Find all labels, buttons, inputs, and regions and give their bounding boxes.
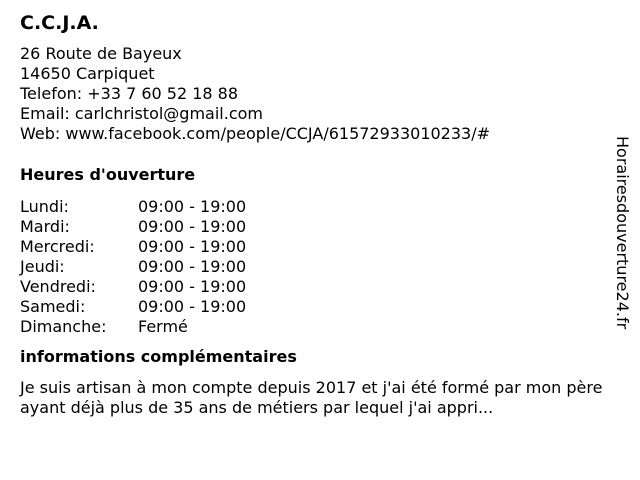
address-city: 14650 Carpiquet	[20, 64, 155, 83]
business-card	[20, 11, 610, 418]
hours-time: 09:00 - 19:00	[138, 237, 247, 256]
hours-day: Vendredi:	[20, 277, 96, 296]
business-name: C.C.J.A.	[20, 12, 99, 34]
hours-time: 09:00 - 19:00	[138, 217, 247, 236]
hours-row-dimanche	[20, 317, 610, 337]
hours-time: 09:00 - 19:00	[138, 197, 247, 216]
hours-time: 09:00 - 19:00	[138, 297, 247, 316]
hours-time: Fermé	[138, 317, 188, 336]
phone-text: Telefon: +33 7 60 52 18 88	[20, 84, 239, 103]
hours-row-vendredi	[20, 277, 610, 297]
hours-day: Mercredi:	[20, 237, 95, 256]
info-description: Je suis artisan à mon compte depuis 2017 et j'ai été formé par mon père ayant déjà plus de 35 ans de métiers par lequel j'ai appri...	[20, 378, 603, 417]
info-heading: informations complémentaires	[20, 347, 297, 366]
hours-day: Jeudi:	[20, 257, 65, 276]
hours-day: Samedi:	[20, 297, 86, 316]
hours-heading: Heures d'ouverture	[20, 165, 196, 184]
hours-time: 09:00 - 19:00	[138, 277, 247, 296]
hours-table	[20, 197, 610, 337]
site-watermark: Horairesdouverture24.fr	[613, 136, 632, 330]
hours-row-samedi	[20, 297, 610, 317]
hours-day: Lundi:	[20, 197, 69, 216]
hours-row-jeudi	[20, 257, 610, 277]
contact-block	[20, 44, 610, 144]
hours-row-mardi	[20, 217, 610, 237]
web-text: Web: www.facebook.com/people/CCJA/61572933010233/#	[20, 124, 491, 143]
hours-day: Mardi:	[20, 217, 70, 236]
hours-day: Dimanche:	[20, 317, 107, 336]
hours-row-lundi	[20, 197, 610, 217]
address-street: 26 Route de Bayeux	[20, 44, 182, 63]
hours-row-mercredi	[20, 237, 610, 257]
email-text: Email: carlchristol@gmail.com	[20, 104, 263, 123]
hours-time: 09:00 - 19:00	[138, 257, 247, 276]
